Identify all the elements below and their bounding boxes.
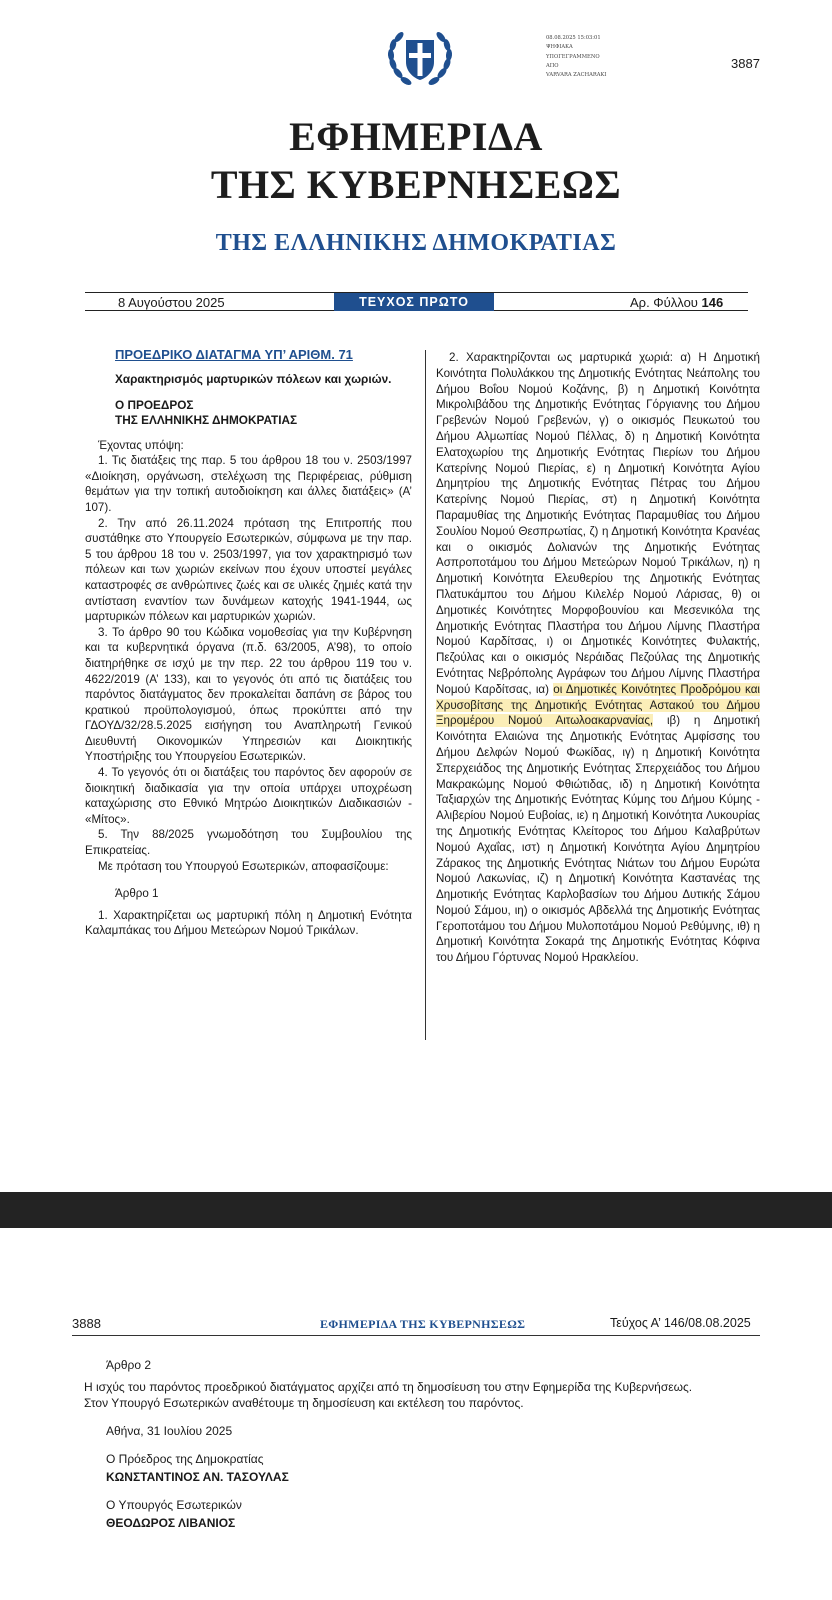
gazette-subtitle: ΤΗΣ ΕΛΛΗΝΙΚΗΣ ΔΗΜΟΚΡΑΤΙΑΣ — [215, 230, 617, 256]
article-1-paragraph-2-text: 2. Χαρακτηρίζονται ως μαρτυρικά χωριά: α) Η Δημοτική Κοινότητα Πολυλάκκου της Δημοτικής Ενότητας Νεάπολης του Δήμου Βοΐου Νομού Κοζάνης, β) η Δημοτική Κοινότητα Μικρολιβάδου της Δημοτικής Ενότητας Γόργιανης του Δήμου Γρεβενών Νομού Γρεβενών, γ) ο οικισμός Πευκωτού του Δήμου Αλμωπίας Νομού Πέλλας, δ) η Δημοτική Κοινότητα Ελατοχωρίου της Δημοτικής Ενότητας Πιερίων του Δήμου Κατερίνης Νομού Πιερίας, ε) η Δημοτική Κοινότητα Αγίου Δημητρίου της Δημοτικής Ενότητας Πέτρας του Δήμου Κατερίνης Νομού Πιερίας, στ) η Δημοτική Κοινότητα Παραμυθίας της Δημοτικής Ενότητας Παραμυθίας του Δήμου Σουλίου Νομού Θεσπρωτίας, ζ) η Δημοτική Κοινότητα Κρανέας και ο οικισμός Δολιανών της Δημοτικής Ενότητας Ασπροποτάμου του Δήμου Μετεώρων Νομού Τρικάλων, η) η Δημοτική Κοινότητα Ελευθερίου της Δημοτικής Ενότητας Πλατυκάμπου του Δήμου Κιλελέρ Νομού Λάρισας, θ) οι Δημοτικές Κοινότητες Μορφοβουνίου και Μεσενικόλα της Δημοτικής Ενότητας Πλαστήρα του Δήμου Λίμνης Πλαστήρα Νομού Καρδίτσας, ι) οι Δημοτικές Κοινότητες Φυλακτής, Πεζούλας και ο οικισμός Νεράιδας Πεζούλας της Δημοτικής Ενότητας Νεβρόπολης Αγράφων του Δήμου Λίμνης Πλαστήρα Νομού Καρδίτσας, ια) — [436, 351, 760, 696]
gazette-title-line1: ΕΦΗΜΕΡΙΔΑ — [289, 114, 543, 159]
gazette-title-line2: ΤΗΣ ΚΥΒΕΡΝΗΣΕΩΣ — [210, 162, 622, 207]
column-divider — [425, 350, 426, 1040]
page-2-body — [84, 1357, 774, 1531]
article-2-line-2: Στον Υπουργό Εσωτερικών αναθέτουμε τη δημοσίευση και εκτέλεση του παρόντος. — [84, 1396, 524, 1410]
president-heading-line1: Ο ΠΡΟΕΔΡΟΣ — [115, 397, 194, 412]
signature-line: ΨΗΦΙΑΚΑ — [546, 44, 573, 51]
page-number: 3887 — [731, 56, 760, 71]
article-1-heading: Άρθρο 1 — [115, 887, 159, 901]
sheet-number-value: 146 — [701, 295, 724, 310]
preamble-item: 1. Τις διατάξεις της παρ. 5 του άρθρου 18 του ν. 2503/1997 «Διοίκηση, οργάνωση, στελέχωση της Περιφέρειας, ρύθμιση θεμάτων για την τοπική αυτοδιοίκηση και άλλες διατάξεις» (Α’ 107). — [85, 454, 412, 514]
greek-coat-of-arms-emblem — [384, 22, 456, 94]
highlighted-passage: οι Δημοτικές Κοινότητες Προδρόμου και Χρυσοβίτσης της Δημοτικής Ενότητας Αστακού του Δήμου Ξηρομέρου Νομού Αιτωλοακαρνανίας, — [436, 682, 760, 728]
signature-line: 08.08.2025 15:03:01 — [546, 35, 601, 41]
page-2-number: 3888 — [72, 1316, 101, 1331]
signer-1-name: ΚΩΝΣΤΑΝΤΙΝΟΣ ΑΝ. ΤΑΣΟΥΛΑΣ — [106, 1470, 289, 1484]
article-2-line-1: Η ισχύς του παρόντος προεδρικού διατάγματος αρχίζει από τη δημοσίευση του στην Εφημερίδα της Κυβερνήσεως. — [84, 1380, 693, 1394]
issue-date: 8 Αυγούστου 2025 — [118, 295, 225, 310]
signature-line: ΑΠΟ — [546, 62, 559, 69]
preamble-item: 3. Το άρθρο 90 του Κώδικα νομοθεσίας για την Κυβέρνηση και τα κυβερνητικά όργανα (π.δ. 63/2005, Α’98), το οποίο διατηρήθηκε σε ισχύ με την περ. 22 του άρθρου 119 του ν. 4622/2019 (Α’ 133), και το γεγονός ότι από τις διατάξεις του παρόντος διατάγματος δεν προκαλείται δαπάνη σε βάρος του κρατικού προϋπολογισμού, όπως προκύπτει από την ΓΔΟΥΔ/32/28.5.2025 εισήγηση του Αναπληρωτή Γενικού Διευθυντή Οικονομικών Υπηρεσιών και Διοικητικής Υποστήριξης του Υπουργείου Εσωτερικών. — [85, 625, 412, 764]
preamble-item: 5. Την 88/2025 γνωμοδότηση του Συμβουλίου της Επικρατείας. — [85, 828, 412, 858]
article-1-paragraph-1: 1. Χαρακτηρίζεται ως μαρτυρική πόλη η Δημοτική Ενότητα Καλαμπάκας του Δήμου Μετεώρων Νομού Τρικάλων. — [85, 908, 412, 938]
digital-signature-block — [546, 34, 606, 80]
page-2-header-rule — [72, 1335, 760, 1336]
laurel-wreath-icon — [384, 22, 456, 94]
decree-subtitle: Χαρακτηρισμός μαρτυρικών πόλεων και χωριών. — [115, 372, 392, 386]
signer-1-role: Ο Πρόεδρος της Δημοκρατίας — [106, 1452, 264, 1466]
signer-2-role: Ο Υπουργός Εσωτερικών — [106, 1498, 242, 1512]
page-separator-band — [0, 1192, 832, 1228]
signature-line: VARVARA ZACHARAKI — [546, 72, 607, 79]
sheet-number — [630, 295, 723, 310]
decree-title: ΠΡΟΕΔΡΙΚΟ ΔΙΑΤΑΓΜΑ ΥΠ’ ΑΡΙΘΜ. 71 — [115, 347, 353, 362]
article-1-paragraph-2 — [436, 350, 760, 966]
place-and-date: Αθήνα, 31 Ιουλίου 2025 — [106, 1424, 233, 1438]
sheet-label: Αρ. Φύλλου — [630, 295, 698, 310]
preamble-item: 2. Την από 26.11.2024 πρόταση της Επιτροπής που συστάθηκε στο Υπουργείο Εσωτερικών, σύμφωνα με την παρ. 5 του άρθρου 18 του ν. 2503/1997, για τον χαρακτηρισμό των πόλεων και των χωριών εκείνων που έχουν υποστεί μεγάλες καταστροφές σε ανθρώπινες ζωές και σε υλικές ζημιές κατά την αντίσταση εναντίον των δυνάμεων κατοχής 1941-1944, ως μαρτυρικών πόλεων και μαρτυρικών χωριών. — [85, 516, 412, 624]
article-2-heading: Άρθρο 2 — [106, 1358, 152, 1372]
article-1-paragraph-2-continued: ιβ) η Δημοτική Κοινότητα Ελαιώνα της Δημοτικής Ενότητας Αμφίσσης του Δήμου Δελφών Νομού Φωκίδας, ιγ) η Δημοτική Κοινότητα Σπερχειάδος της Δημοτικής Ενότητας Σπερχειάδος του Δήμου Μακρακώμης Νομού Φθιώτιδας, ιδ) η Δημοτική Κοινότητα Ταξιαρχών της Δημοτικής Ενότητας Κύμης του Δήμου Κύμης - Αλιβερίου Νομού Ευβοίας, ιε) η Δημοτική Κοινότητα Λυκουρίας της Δημοτικής Ενότητας Κλείτορος του Δήμου Καλαβρύτων Νομού Αχαΐας, ιστ) η Δημοτική Κοινότητα Αγίου Δημητρίου Ζάρακος της Δημοτικής Ενότητας Νιάτων του Δήμου Ευρώτα Νομού Λακωνίας, ιζ) η Δημοτική Κοινότητα Καστανέας της Δημοτικής Ενότητας Καρλοβασίων του Δήμου Δυτικής Σάμου Νομού Σάμου, ιη) ο οικισμός Αβδελλά της Δημοτικής Ενότητας Γεροποτάμου του Δήμου Μυλοποτάμου Νομού Ρεθύμνης, ιθ) η Δημοτική Κοινότητα Σοκαρά της Δημοτικής Ενότητας Κόφινα του Δήμου Γόρτυνας Νομού Ηρακλείου. — [436, 714, 760, 965]
page-2-issue-reference: Τεύχος Α’ 146/08.08.2025 — [610, 1316, 751, 1330]
president-heading — [115, 398, 412, 428]
page-2-running-title: ΕΦΗΜΕΡΙΔΑ ΤΗΣ ΚΥΒΕΡΝΗΣΕΩΣ — [320, 1317, 526, 1331]
signer-2-name: ΘΕΟΔΩΡΟΣ ΛΙΒΑΝΙΟΣ — [106, 1516, 236, 1530]
preamble-intro: Έχοντας υπόψη: — [98, 438, 184, 452]
right-column — [436, 350, 760, 966]
decision-clause: Με πρόταση του Υπουργού Εσωτερικών, αποφασίζουμε: — [98, 859, 389, 873]
preamble-item: 4. Το γεγονός ότι οι διατάξεις του παρόντος δεν αφορούν σε διοικητική διαδικασία για την οποία υπάρχει υποχρέωση καταχώρισης στο Εθνικό Μητρώο Διοικητικών Διαδικασιών - «Μίτος». — [85, 766, 412, 826]
issue-series-badge: ΤΕΥΧΟΣ ΠΡΩΤΟ — [334, 293, 494, 311]
left-column — [85, 346, 412, 939]
signature-line: ΥΠΟΓΕΓΡΑΜΜΕΝΟ — [546, 53, 600, 60]
president-heading-line2: ΤΗΣ ΕΛΛΗΝΙΚΗΣ ΔΗΜΟΚΡΑΤΙΑΣ — [115, 412, 298, 427]
